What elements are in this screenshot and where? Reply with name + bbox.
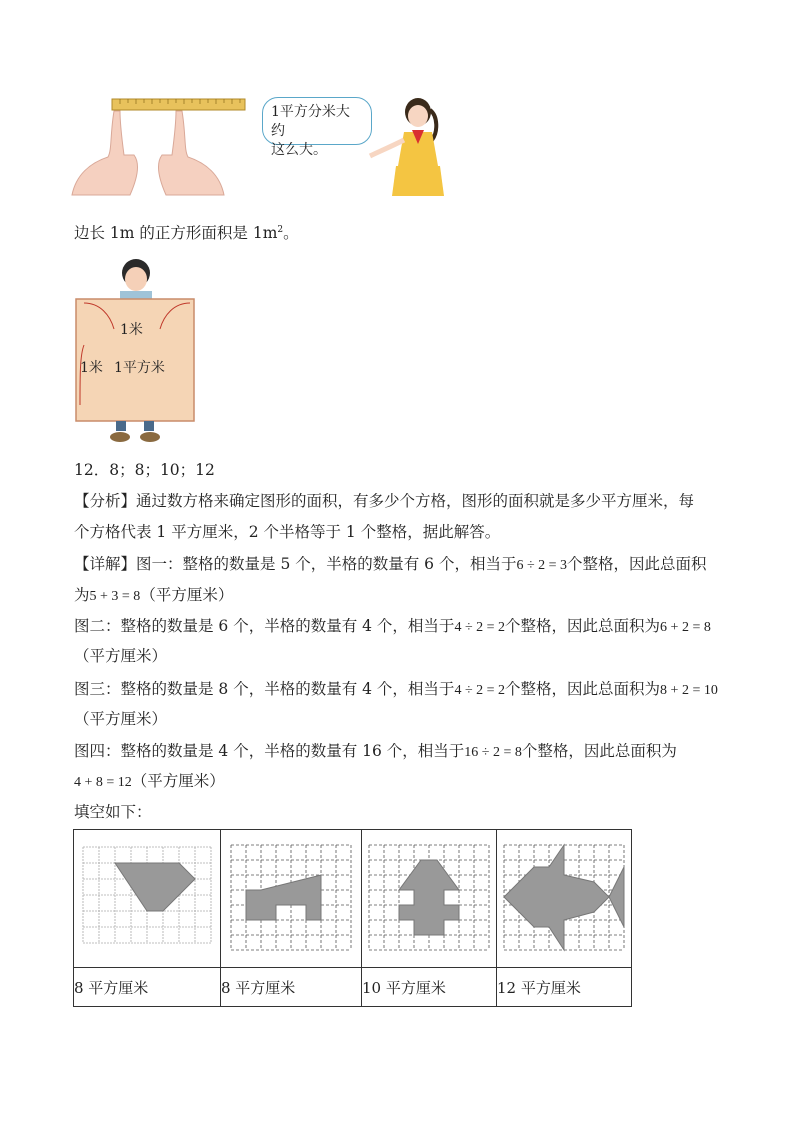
detail-line-3: [74, 616, 711, 638]
fig4-eq1: 16 ÷ 2 = 8: [464, 745, 522, 760]
detail-line-2: [74, 585, 233, 607]
fig4-text-b: 个整格，因此总面积为: [521, 742, 677, 760]
fig4-text-a: 图四：整格的数量是 4 个，半格的数量有 16 个，相当于: [74, 742, 465, 760]
fig1-eq2: 5 + 3 = 8: [89, 589, 141, 604]
fig1-text-a: 图一：整格的数量是 5 个，半格的数量有 6 个，相当于: [136, 555, 517, 573]
board-side-label: 1米: [80, 360, 103, 376]
table-label-2: 8 平方厘米: [221, 968, 362, 1007]
grid-figure-1: [77, 837, 217, 957]
board-top-label: 1米: [120, 322, 143, 338]
fig2-eq1: 4 ÷ 2 = 2: [454, 620, 506, 635]
fig1-text-c: 为: [74, 586, 90, 604]
detail-line-7: [74, 741, 677, 763]
figure-cell-2: [221, 830, 362, 968]
fig4-eq2: 4 + 8 = 12: [74, 775, 132, 790]
detail-line-5: [74, 679, 718, 701]
fig3-eq2: 8 + 2 = 10: [660, 683, 718, 698]
analysis-line-1: [74, 491, 694, 511]
hands-ruler-illustration: [70, 95, 250, 200]
answer-line: 12．8；8；10；12: [74, 461, 215, 479]
fill-label: 填空如下：: [74, 803, 152, 821]
figure-cell-1: [74, 830, 221, 968]
figure-cell-4: [497, 830, 632, 968]
analysis-text-1: 通过数方格来确定图形的面积，有多少个方格，图形的面积就是多少平方厘米，每: [136, 492, 695, 510]
fig2-eq2: 6 + 2 = 8: [660, 620, 711, 635]
fig1-eq1: 6 ÷ 2 = 3: [516, 558, 568, 573]
grid-figure-4: [501, 837, 627, 957]
detail-line-6: （平方厘米）: [74, 710, 168, 728]
square-meter-sup: 2: [277, 225, 284, 235]
fig2-text-a: 图二：整格的数量是 6 个，半格的数量有 4 个，相当于: [74, 617, 455, 635]
table-label-3: 10 平方厘米: [362, 968, 497, 1007]
girl-illustration: [368, 96, 448, 200]
grid-figure-3: [366, 837, 492, 957]
figure-cell-3: [362, 830, 497, 968]
fig3-text-a: 图三：整格的数量是 8 个，半格的数量有 4 个，相当于: [74, 680, 455, 698]
fig3-text-b: 个整格，因此总面积为: [505, 680, 661, 698]
fig1-text-b: 个整格，因此总面积: [567, 555, 707, 573]
fig3-eq1: 4 ÷ 2 = 2: [454, 683, 506, 698]
analysis-label: 【分析】: [74, 492, 137, 510]
detail-line-1: [74, 554, 707, 576]
answer-table: [73, 829, 632, 1007]
fig4-unit: （平方厘米）: [131, 772, 225, 790]
detail-line-8: [74, 771, 225, 793]
speech-bubble: [262, 97, 372, 158]
table-label-1: 8 平方厘米: [74, 968, 221, 1007]
analysis-line-2: 个方格代表 1 平方厘米，2 个半格等于 1 个整格，据此解答。: [74, 523, 501, 541]
table-label-4: 12 平方厘米: [497, 968, 632, 1007]
figure-row: [74, 830, 632, 968]
detail-label: 【详解】: [74, 555, 137, 573]
label-row: [74, 968, 632, 1007]
fig1-unit: （平方厘米）: [140, 586, 234, 604]
speech-line-2: 这么大。: [271, 142, 327, 158]
board-area-label: 1平方米: [114, 360, 165, 376]
fig2-text-b: 个整格，因此总面积为: [505, 617, 661, 635]
boy-board-illustration: [70, 255, 205, 445]
detail-line-4: （平方厘米）: [74, 647, 168, 665]
grid-figure-2: [226, 837, 356, 957]
square-meter-end: 。: [283, 224, 299, 243]
square-meter-text: 边长 1m 的正方形面积是 1m: [74, 224, 278, 243]
square-meter-line: [74, 220, 299, 243]
speech-line-1: 1平方分米大约: [271, 104, 350, 139]
